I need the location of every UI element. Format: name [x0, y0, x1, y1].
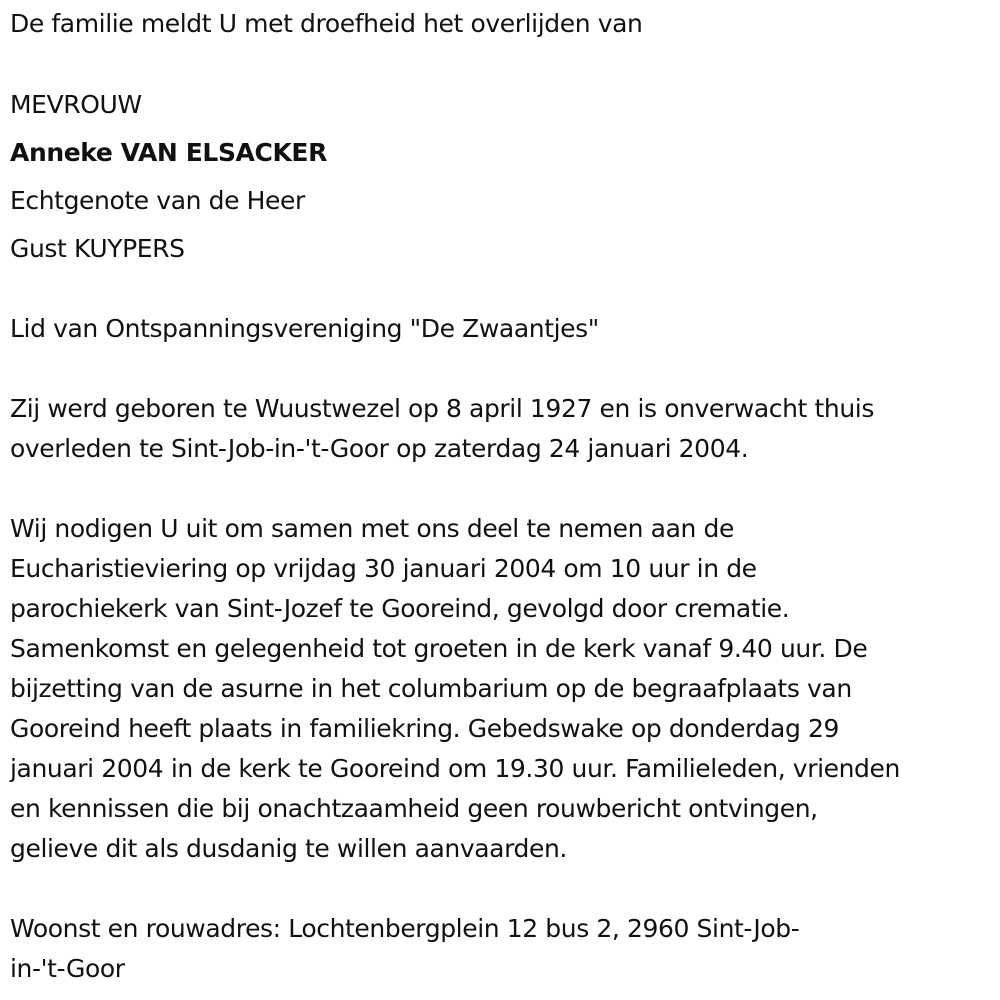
address-line-2: in-'t-Goor — [10, 954, 125, 983]
birth-death-line-1: Zij werd geboren te Wuustwezel op 8 april 1927 en is onverwacht thuis — [10, 394, 874, 423]
address-line-1: Woonst en rouwadres: Lochtenbergplein 12 bus 2, 2960 Sint-Job- — [10, 914, 800, 943]
intro-text: De familie meldt U met droefheid het overlijden van — [10, 9, 643, 38]
service-line: Wij nodigen U uit om samen met ons deel te nemen aan de — [10, 514, 734, 543]
service-line: Samenkomst en gelegenheid tot groeten in de kerk vanaf 9.40 uur. De — [10, 634, 868, 663]
birth-death-line-2: overleden te Sint-Job-in-'t-Goor op zaterdag 24 januari 2004. — [10, 434, 749, 463]
spouse-name: Gust KUYPERS — [10, 234, 185, 263]
service-line: Gooreind heeft plaats in familiekring. Gebedswake op donderdag 29 — [10, 714, 839, 743]
service-line: en kennissen die bij onachtzaamheid geen rouwbericht ontvingen, — [10, 794, 818, 823]
honorific-title: MEVROUW — [10, 90, 142, 119]
service-line: parochiekerk van Sint-Jozef te Gooreind, gevolgd door crematie. — [10, 594, 790, 623]
service-line: gelieve dit als dusdanig te willen aanvaarden. — [10, 834, 567, 863]
membership-text: Lid van Ontspanningsvereniging "De Zwaantjes" — [10, 314, 599, 343]
deceased-name: Anneke VAN ELSACKER — [10, 138, 327, 167]
service-line: januari 2004 in de kerk te Gooreind om 19.30 uur. Familieleden, vrienden — [10, 754, 900, 783]
service-line: Eucharistieviering op vrijdag 30 januari 2004 om 10 uur in de — [10, 554, 757, 583]
service-line: bijzetting van de asurne in het columbarium op de begraafplaats van — [10, 674, 852, 703]
relation-text: Echtgenote van de Heer — [10, 186, 305, 215]
